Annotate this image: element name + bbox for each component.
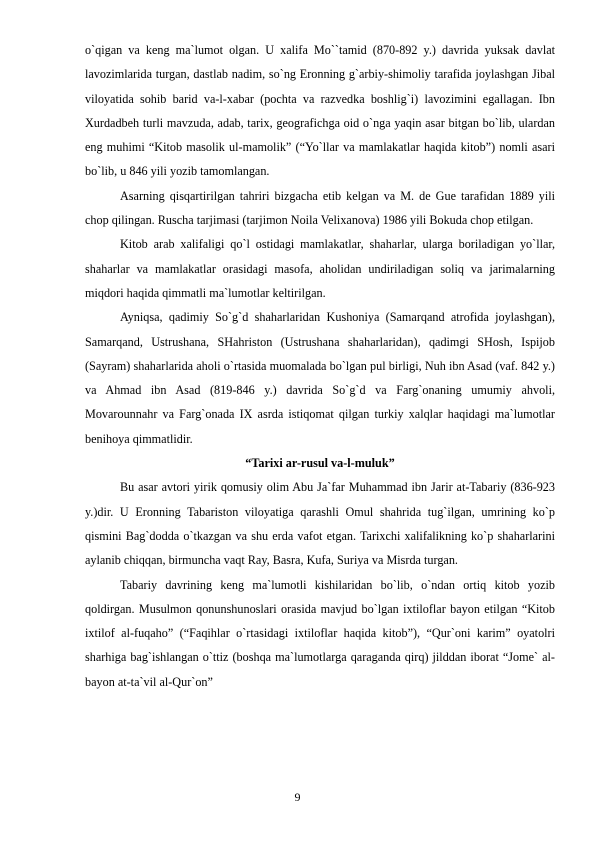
- paragraph-tabariy-works: Tabariy davrining keng ma`lumotli kishilaridan bo`lib, o`ndan ortiq kitob yozib qoldirgan. Musulmon qonunshunoslari orasida mavjud bo`lgan ixtiloflar bayon etilgan “Kitob ixtilof al-fuqaho” (“Faqihlar o`rtasidagi ixtiloflar haqida kitob”), “Qur`oni karim” oyatolri sharhiga bag`ishlangan o`ttiz (boshqa ma`lumotlarga qaraganda qirq) jilddan iborat “Jome` al-bayon at-ta`vil al-Qur`on”: [85, 577, 555, 689]
- document-page: [85, 38, 555, 694]
- paragraph-edition-history: Asarning qisqartirilgan tahriri bizgacha etib kelgan va M. de Gue tarafidan 1889 yili chop qilingan. Ruscha tarjimasi (tarjimon Noila Velixanova) 1986 yili Bokuda chop etilgan.: [85, 188, 555, 228]
- paragraph-ibn-xurdadbeh: o`qigan va keng ma`lumot olgan. U xalifa Mo``tamid (870-892 y.) davrida yuksak davlat lavozimlarida turgan, dastlab nadim, so`ng Eronning g`arbiy-shimoliy tarafida joylashgan Jibal viloyatida sohib barid va-l-xabar (pochta va razvedka boshlig`i) lavozimini egallagan. Ibn Xurdadbeh turli mavzuda, adab, tarix, geografichga oid o`nga yaqin asar bitgan bo`lib, ulardan eng muhimi “Kitob masolik ul-mamolik” (“Yo`llar va mamlakatlar haqida kitob”) nomli asari bo`lib, u 846 yili yozib tamomlangan.: [85, 43, 555, 179]
- page-number: 9: [294, 790, 301, 804]
- section-heading: “Tarixi ar-rusul va-l-muluk”: [245, 456, 395, 471]
- paragraph-book-contents: Kitob arab xalifaligi qo`l ostidagi mamlakatlar, shaharlar, ularga boriladigan yo`llar, shaharlar va mamlakatlar orasidagi masofa, aholidan undiriladigan soliq va jarimalarning miqdori haqida qimmatli ma`lumotlar keltirilgan.: [85, 237, 555, 300]
- paragraph-tabariy-bio: Bu asar avtori yirik qomusiy olim Abu Ja`far Muhammad ibn Jarir at-Tabariy (836-923 y.)dir. U Eronning Tabariston viloyatiga qarashli Omul shahrida tug`ilgan, umrining ko`p qismini Bag`dodda o`tkazgan va shu erda vafot etgan. Tarixchi xalifalikning ko`p shaharlarini aylanib chiqqan, birmuncha vaqt Ray, Basra, Kufa, Suriya va Misrda turgan.: [85, 480, 555, 568]
- paragraph-sogd-cities: Ayniqsa, qadimiy So`g`d shaharlaridan Kushoniya (Samarqand atrofida joylashgan), Samarqand, Ustrushana, SHahriston (Ustrushana shaharlaridan), qadimgi SHosh, Ispijob (Sayram) shaharlarida aholi o`rtasida muomalada bo`lgan pul birligi, Nuh ibn Asad (vaf. 842 y.) va Ahmad ibn Asad (819-846 y.) davrida So`g`d va Farg`onaning umumiy ahvoli, Movarounnahr va Farg`onada IX asrda istiqomat qilgan turkiy xalqlar haqidagi ma`lumotlar benihoya qimmatlidir.: [85, 310, 555, 446]
